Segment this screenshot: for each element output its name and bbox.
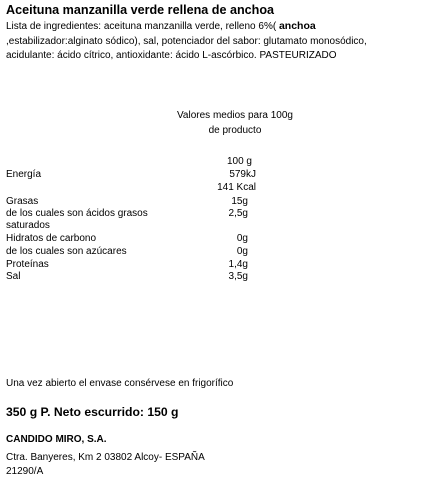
ingredients-line-2: ,estabilizador:alginato sódico), sal, potenciador del sabor: glutamato monosódico, [6,35,367,47]
storage-instructions: Una vez abierto el envase consérvese en frigorífico [6,378,234,389]
nutrition-row-value: 1,4g [228,259,248,270]
nutrition-row-value: 2,5g [228,208,248,219]
nutrition-header [150,108,320,138]
address-line-2: 21290/A [6,466,44,477]
nutrition-row-value: 0g [236,233,248,244]
ingredients-line-1-text: Lista de ingredientes: aceituna manzanilla verde, relleno 6%( [6,21,279,32]
ingredients-list [6,19,418,64]
nutrition-row-label: Energía [6,169,42,180]
nutrition-row-label: Grasas [6,196,39,207]
company-name: CANDIDO MIRO, S.A. [6,434,107,445]
nutrition-row-value: 0g [236,246,248,257]
nutrition-row-label: Proteínas [6,259,49,270]
nutrition-row-label: de los cuales son ácidos grasos [6,208,148,219]
nutrition-row-value: 579kJ [229,169,256,180]
net-weight: 350 g P. Neto escurrido: 150 g [6,405,179,419]
nutrition-header-line-2: de producto [208,125,262,136]
address-line-1: Ctra. Banyeres, Km 2 03802 Alcoy- ESPAÑA [6,452,205,463]
company-address [6,451,205,479]
nutrition-row-value: 15g [231,196,248,207]
nutrition-row-label: Sal [6,271,21,282]
nutrition-column-label: 100 g [226,156,252,167]
nutrition-row-value: 141 Kcal [217,182,256,193]
ingredients-line-1 [6,19,418,35]
nutrition-row-label: saturados [6,220,50,231]
nutrition-row-label: Hidratos de carbono [6,233,97,244]
nutrition-header-line-1: Valores medios para 100g [177,110,293,121]
ingredients-line-3: acidulante: ácido cítrico, antioxidante: ácido L-ascórbico. PASTEURIZADO [6,50,337,61]
nutrition-row-label: de los cuales son azúcares [6,246,127,257]
ingredients-allergen: anchoa [278,20,316,32]
product-title: Aceituna manzanilla verde rellena de anchoa [6,3,275,17]
nutrition-row-value: 3,5g [228,271,248,282]
